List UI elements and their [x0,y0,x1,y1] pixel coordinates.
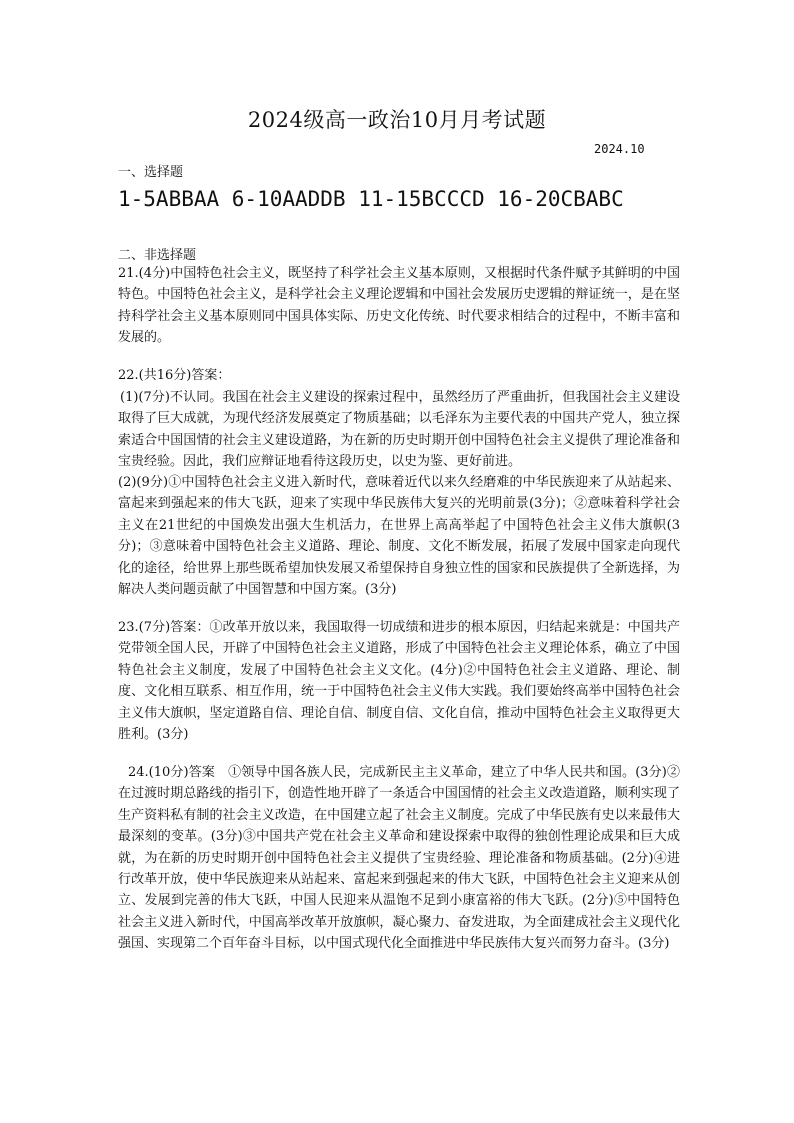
question-22-header: 22.(共16分)答案： [118,368,231,383]
nonchoice-section-heading: 二、非选择题 [118,248,197,263]
question-24-answer: 24.(10分)答案 ①领导中国各族人民，完成新民主主义革命，建立了中华人民共和国。(3分)②在过渡时期总路线的指引下，创造性地开辟了一条适合中国国情的社会主义改造道路，顺利实现了生产资料私有制的社会主义改造，在中国建立起了社会主义制度。完成了中华民族有史以来最伟大最深刻的变革。(3分)③中国共产党在社会主义革命和建设探索中取得的独创性理论成果和巨大成就，为在新的历史时期开创中国特色社会主义提供了宝贵经验、理论准备和物质基础。(2分)④进行改革开放，使中华民族迎来从站起来、富起来到强起来的伟大飞跃，中国特色社会主义迎来从创立、发展到完善的伟大飞跃，中国人民迎来从温饱不足到小康富裕的伟大飞跃。(2分)⑤中国特色社会主义进入新时代，中国高举改革开放旗帜，凝心聚力、奋发进取，为全面建成社会主义现代化强国、实现第二个百年奋斗目标，以中国式现代化全面推进中华民族伟大复兴而努力奋斗。(3分) [118,765,680,952]
question-21-answer: 21.(4分)中国特色社会主义，既坚持了科学社会主义基本原则，又根据时代条件赋予其鲜明的中国特色。中国特色社会主义，是科学社会主义理论逻辑和中国社会发展历史逻辑的辩证统一，是在坚持科学社会主义基本原则同中国具体实际、历史文化传统、时代要求相结合的过程中，不断丰富和发展的。 [118,266,680,346]
choice-answers: 1-5ABBAA 6-10AADDB 11-15BCCCD 16-20CBABC [118,187,624,211]
question-22-part2: (2)(9分)①中国特色社会主义进入新时代，意味着近代以来久经磨难的中华民族迎来了从站起来、富起来到强起来的伟大飞跃，迎来了实现中华民族伟大复兴的光明前景(3分)；②意味着科学社会主义在21世纪的中国焕发出强大生机活力，在世界上高高举起了中国特色社会主义伟大旗帜(3分)；③意味着中国特色社会主义道路、理论、制度、文化不断发展，拓展了发展中国家走向现代化的途径，给世界上那些既希望加快发展又希望保持自身独立性的国家和民族提供了全新选择，为解决人类问题贡献了中国智慧和中国方案。(3分) [118,475,680,598]
question-22-part1: (1)(7分)不认同。我国在社会主义建设的探索过程中，虽然经历了严重曲折，但我国社会主义建设取得了巨大成就，为现代经济发展奠定了物质基础；以毛泽东为主要代表的中国共产党人，独立探索适合中国国情的社会主义建设道路，为在新的历史时期开创中国特色社会主义提供了理论准备和宝贵经验。因此，我们应辩证地看待这段历史，以史为鉴、更好前进。 [118,390,680,470]
page-title: 2024级高一政治10月月考试题 [247,108,547,132]
choice-section-heading: 一、选择题 [118,165,184,180]
exam-date: 2024.10 [594,142,645,156]
question-23-answer: 23.(7分)答案：①改革开放以来，我国取得一切成绩和进步的根本原因，归结起来就是：中国共产党带领全国人民，开辟了中国特色社会主义道路，形成了中国特色社会主义理论体系，确立了中国特色社会主义制度，发展了中国特色社会主义文化。(4分)②中国特色社会主义道路、理论、制度、文化相互联系、相互作用，统一于中国特色社会主义伟大实践。我们要始终高举中国特色社会主义伟大旗帜，坚定道路自信、理论自信、制度自信、文化自信，推动中国特色社会主义取得更大胜利。(3分) [118,620,680,743]
